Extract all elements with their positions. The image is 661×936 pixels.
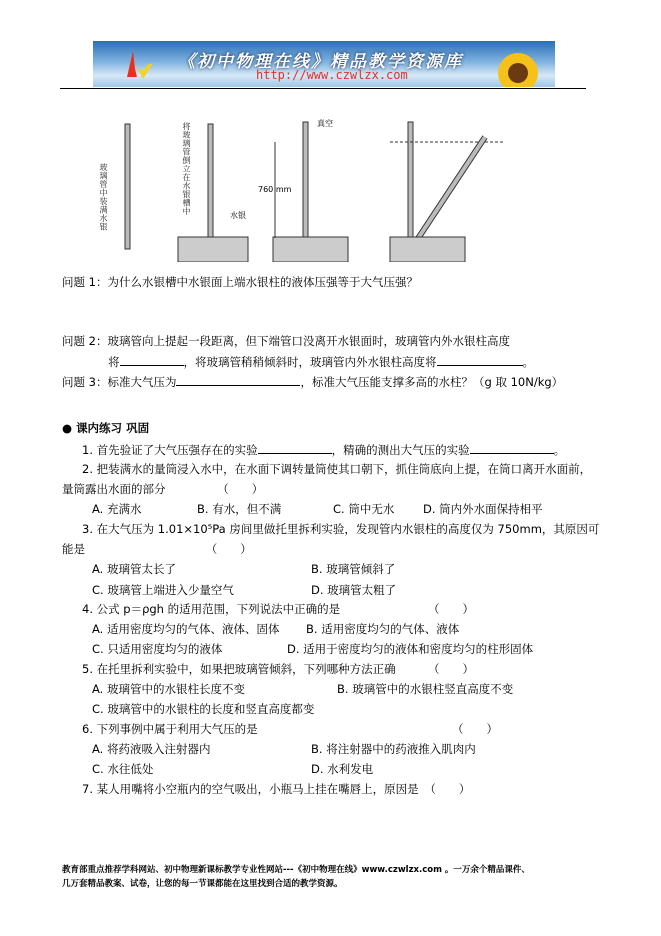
option: C. 玻璃管上端进入少量空气 [92, 583, 234, 597]
exercise-3-line1: 3. 在大气压为 1.01×10⁵Pa 房间里做托里拆利实验，发现管内水银柱的高度仅为 750mm，其原因可 [82, 522, 600, 536]
q2-text: 将 [108, 355, 120, 369]
site-logo-icon [121, 49, 157, 81]
figure-label-invert: 将玻璃管倒立在水银槽中 [182, 122, 191, 216]
question-3 [62, 373, 563, 390]
figure-label-mercury: 水银 [230, 211, 246, 220]
figure-label-height: 760 mm [258, 185, 292, 194]
option: A. 适用密度均匀的气体、液体、固体 [92, 622, 280, 636]
option: D. 筒内外水面保持相平 [423, 502, 543, 516]
option: D. 玻璃管太粗了 [311, 583, 397, 597]
option: A. 玻璃管中的水银柱长度不变 [92, 682, 245, 696]
exercise-5: 5. 在托里拆利实验中，如果把玻璃管倾斜，下列哪种方法正确 [82, 662, 396, 676]
exercise-3-line2: 能是 （ ） [62, 542, 252, 556]
option: C. 筒中无水 [333, 502, 395, 516]
figure-label-vacuum: 真空 [317, 119, 333, 128]
option: B. 玻璃管倾斜了 [311, 562, 396, 576]
option: B. 将注射器中的药液推入肌肉内 [311, 742, 476, 756]
section-title: 课内练习 巩固 [76, 421, 150, 435]
answer-paren: （ ） [428, 662, 474, 676]
option: B. 玻璃管中的水银柱竖直高度不变 [337, 682, 514, 696]
option: A. 玻璃管太长了 [92, 562, 176, 576]
q3-text: 问题 3：标准大气压为 [62, 375, 177, 389]
question-2-line1: 问题 2：玻璃管向上提起一段距离，但下端管口没离开水银面时，玻璃管内外水银柱高度 [62, 334, 510, 348]
option: A. 充满水 [92, 502, 142, 516]
header-rule [60, 88, 586, 89]
answer-blank[interactable] [437, 353, 523, 366]
torricelli-experiment-figure [95, 112, 515, 262]
answer-blank[interactable] [258, 441, 332, 454]
bullet-icon: ● [62, 421, 73, 435]
answer-blank[interactable] [120, 353, 184, 366]
e1-text: 1. 首先验证了大气压强存在的实验 [82, 443, 258, 457]
q2-text: 。 [522, 355, 534, 369]
footer-line2: 几万套精品教案、试卷，让您的每一节课都能在这里找到合适的教学资源。 [62, 879, 343, 889]
section-heading [62, 420, 149, 436]
sunflower-icon [478, 51, 548, 87]
exercise-1 [82, 441, 565, 458]
question-2-line2 [108, 353, 534, 370]
option: D. 水利发电 [311, 762, 374, 776]
answer-blank[interactable] [470, 441, 554, 454]
option: B. 适用密度均匀的气体、液体 [306, 622, 460, 636]
answer-blank[interactable] [176, 373, 300, 386]
option: B. 有水，但不满 [197, 502, 282, 516]
banner-title: 《初中物理在线》精品教学资源库 [178, 52, 463, 72]
footer-line1: 教育部重点推荐学科网站、初中物理新课标教学专业性网站---《初中物理在线》www.czwlzx.com 。一万余个精品课件、 [62, 865, 530, 875]
q2-text: ，将玻璃管稍稍倾斜时，玻璃管内外水银柱高度将 [183, 355, 437, 369]
option: A. 将药液吸入注射器内 [92, 742, 211, 756]
q3-text: ，标准大气压能支撑多高的水柱？（g 取 10N/kg） [300, 375, 564, 389]
banner-url[interactable]: http://www.czwlzx.com [256, 68, 408, 82]
header-banner [93, 41, 555, 87]
option: D. 适用于密度均匀的液体和密度均匀的柱形固体 [287, 642, 534, 656]
option: C. 水往低处 [92, 762, 154, 776]
option: C. 玻璃管中的水银柱的长度和竖直高度都变 [92, 702, 315, 716]
e1-text: 。 [553, 443, 566, 457]
answer-paren: （ ） [428, 602, 474, 616]
exercise-2-line2: 量筒露出水面的部分 （ ） [62, 482, 264, 496]
exercise-6: 6. 下列事例中属于利用大气压的是 [82, 722, 258, 736]
exercise-4: 4. 公式 p＝ρgh 的适用范围，下列说法中正确的是 [82, 602, 341, 616]
question-1: 问题 1：为什么水银槽中水银面上端水银柱的液体压强等于大气压强？ [62, 275, 418, 289]
e1-text: ，精确的测出大气压的实验 [331, 443, 470, 457]
figure-label-fill: 玻璃管中装满水银 [99, 163, 108, 231]
exercise-2-line1: 2. 把装满水的量筒浸入水中，在水面下调转量筒使其口朝下，抓住筒底向上提，在筒口离开水面前， [82, 462, 592, 476]
answer-paren: （ ） [452, 722, 498, 736]
option: C. 只适用密度均匀的液体 [92, 642, 223, 656]
exercise-7: 7. 某人用嘴将小空瓶内的空气吸出，小瓶马上挂在嘴唇上，原因是 （ ） [82, 782, 471, 796]
